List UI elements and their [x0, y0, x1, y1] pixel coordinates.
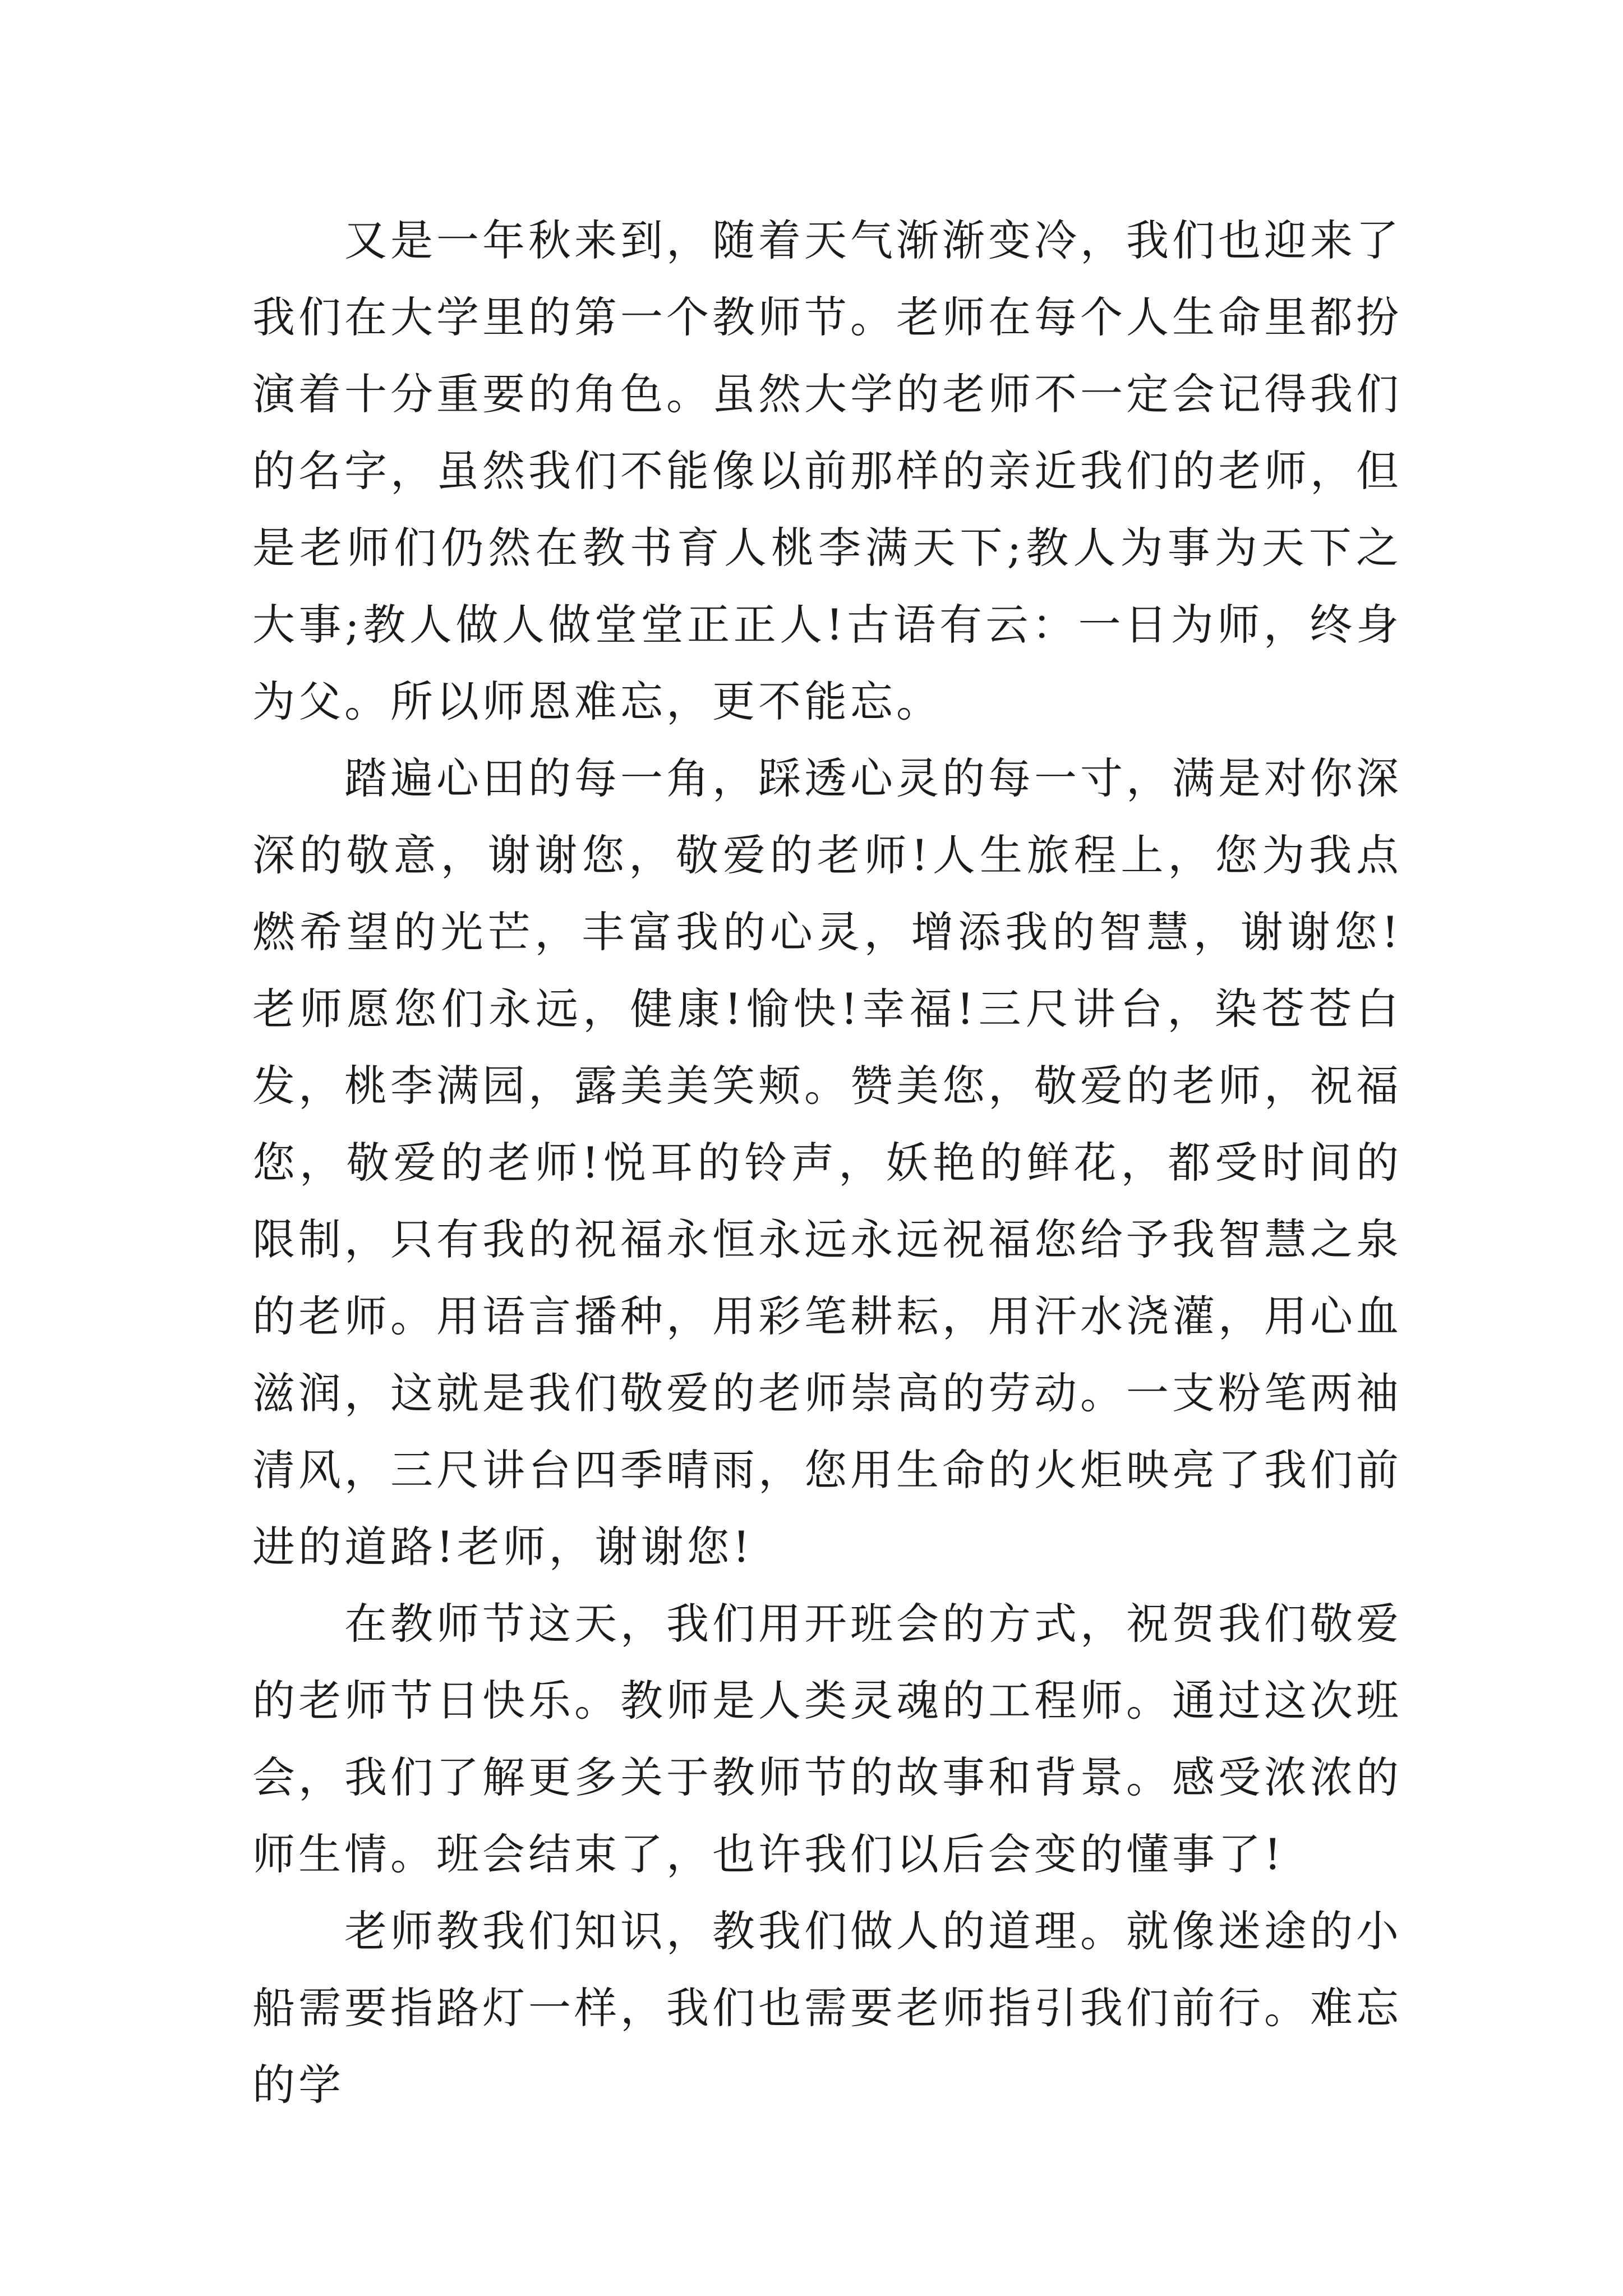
paragraph-4: 老师教我们知识，教我们做人的道理。就像迷途的小船需要指路灯一样，我们也需要老师指引我们前行。难忘的学 — [252, 1906, 1402, 2110]
paragraph-2: 踏遍心田的每一角，踩透心灵的每一寸，满是对你深深的敬意，谢谢您，敬爱的老师!人生旅程上，您为我点燃希望的光芒，丰富我的心灵，增添我的智慧，谢谢您!老师愿您们永远，健康!愉快!幸福!三尺讲台，染苍苍白发，桃李满园，露美美笑颊。赞美您，敬爱的老师，祝福您，敬爱的老师!悦耳的铃声，妖艳的鲜花，都受时间的限制，只有我的祝福永恒永远永远祝福您给予我智慧之泉的老师。用语言播种，用彩笔耕耘，用汗水浇灌，用心血滋润，这就是我们敬爱的老师崇高的劳动。一支粉笔两袖清风，三尺讲台四季晴雨，您用生命的火炬映亮了我们前进的道路!老师，谢谢您! — [252, 753, 1402, 1572]
paragraph-1: 又是一年秋来到，随着天气渐渐变冷，我们也迎来了我们在大学里的第一个教师节。老师在每个人生命里都扮演着十分重要的角色。虽然大学的老师不一定会记得我们的名字，虽然我们不能像以前那样的亲近我们的老师，但是老师们仍然在教书育人桃李满天下;教人为事为天下之大事;教人做人做堂堂正正人!古语有云：一日为师，终身为父。所以师恩难忘，更不能忘。 — [252, 215, 1402, 726]
document-body — [252, 202, 1402, 2123]
paragraph-3: 在教师节这天，我们用开班会的方式，祝贺我们敬爱的老师节日快乐。教师是人类灵魂的工程师。通过这次班会，我们了解更多关于教师节的故事和背景。感受浓浓的师生情。班会结束了，也许我们以后会变的懂事了! — [252, 1599, 1402, 1879]
